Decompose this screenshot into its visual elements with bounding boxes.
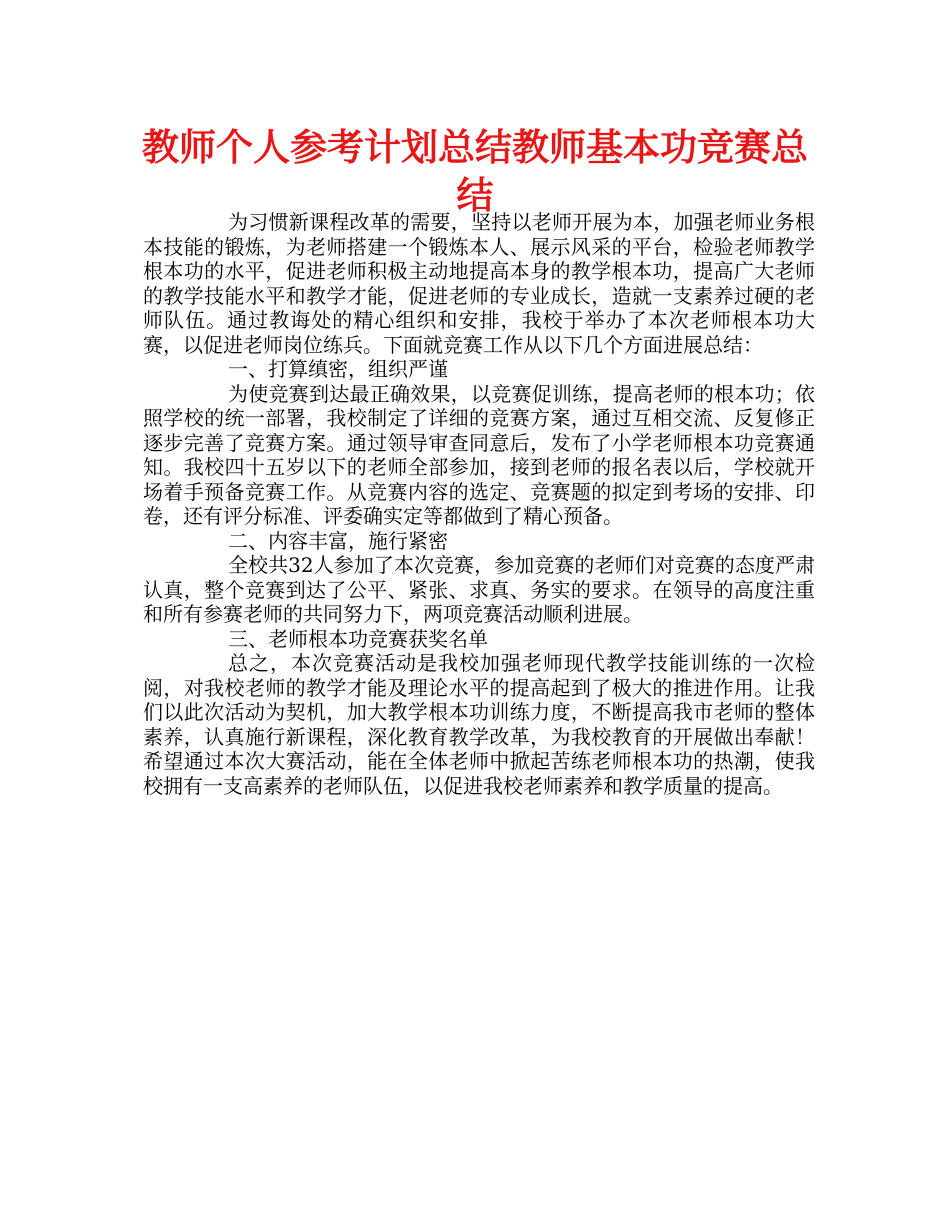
document-body	[143, 210, 815, 798]
section-heading-content: 二、内容丰富，施行紧密	[228, 528, 448, 553]
content-paragraph: 全校共32人参加了本次竞赛，参加竞赛的老师们对竞赛的态度严肃认真，整个竞赛到达了公平、紧张、求真、务实的要求。在领导的高度注重和所有参赛老师的共同努力下，两项竞赛活动顺利进展。	[143, 553, 815, 626]
planning-paragraph: 为使竞赛到达最正确效果，以竞赛促训练，提高老师的根本功；依照学校的统一部署，我校制定了详细的竞赛方案，通过互相交流、反复修正逐步完善了竞赛方案。通过领导审查同意后，发布了小学老师根本功竞赛通知。我校四十五岁以下的老师全部参加，接到老师的报名表以后，学校就开场着手预备竞赛工作。从竞赛内容的选定、竞赛题的拟定到考场的安排、印卷，还有评分标准、评委确实定等都做到了精心预备。	[143, 381, 815, 528]
document-title: 教师个人参考计划总结教师基本功竞赛总结	[142, 126, 808, 217]
intro-paragraph: 为习惯新课程改革的需要，坚持以老师开展为本，加强老师业务根本技能的锻炼，为老师搭建一个锻炼本人、展示风采的平台，检验老师教学根本功的水平，促进老师积极主动地提高本身的教学根本功，提高广大老师的教学技能水平和教学才能，促进老师的专业成长，造就一支素养过硬的老师队伍。通过教诲处的精心组织和安排，我校于举办了本次老师根本功大赛，以促进老师岗位练兵。下面就竞赛工作从以下几个方面进展总结：	[143, 210, 815, 357]
conclusion-paragraph: 总之，本次竞赛活动是我校加强老师现代教学技能训练的一次检阅，对我校老师的教学才能及理论水平的提高起到了极大的推进作用。让我们以此次活动为契机，加大教学根本功训练力度，不断提高我市老师的整体素养，认真施行新课程，深化教育教学改革，为我校教育的开展做出奉献！希望通过本次大赛活动，能在全体老师中掀起苦练老师根本功的热潮，使我校拥有一支高素养的老师队伍，以促进我校老师素养和教学质量的提高。	[143, 651, 815, 798]
section-heading-planning: 一、打算缜密，组织严谨	[228, 357, 448, 381]
section-heading-winners: 三、老师根本功竞赛获奖名单	[228, 626, 488, 651]
